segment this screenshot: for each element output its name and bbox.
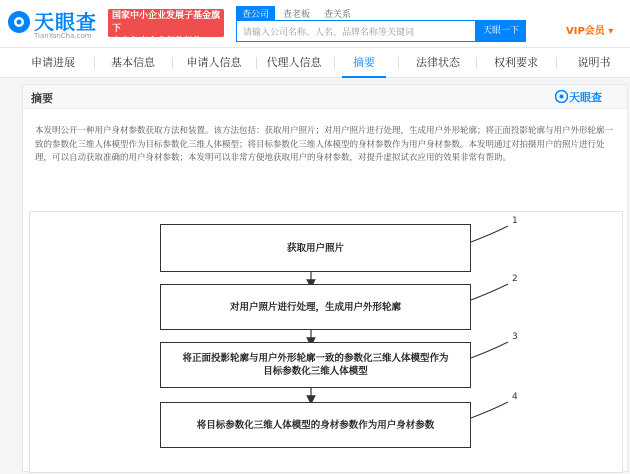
patent-tabs — [0, 48, 630, 78]
tab-divider — [334, 57, 335, 69]
patent-figure — [29, 211, 623, 473]
tianyancha-logo-icon[interactable] — [6, 9, 32, 35]
search-type-tabs — [236, 6, 357, 21]
tab-divider — [398, 57, 399, 69]
section-title: 摘要 — [31, 92, 53, 105]
tab-basic-info[interactable]: 基本信息 — [111, 56, 155, 69]
leader-line-4 — [471, 402, 508, 418]
search-tab-company[interactable]: 查公司 — [236, 6, 275, 21]
flow-step-3: 将正面投影轮廓与用户外形轮廓一致的参数化三维人体模型作为目标参数化三维人体模型 — [160, 342, 471, 388]
tab-claims[interactable]: 权利要求 — [494, 56, 538, 69]
step-number-1: 1 — [512, 216, 518, 226]
tab-divider — [556, 57, 557, 69]
tab-applicant-info[interactable]: 申请人信息 — [186, 56, 242, 69]
tianyancha-watermark-icon — [555, 90, 568, 103]
tab-divider — [256, 57, 257, 69]
top-bar — [0, 0, 630, 48]
leader-line-1 — [471, 226, 508, 242]
step-number-3: 3 — [512, 332, 518, 342]
search-button[interactable]: 天眼一下 — [476, 20, 526, 42]
flow-step-2: 对用户照片进行处理，生成用户外形轮廓 — [160, 284, 471, 330]
search-tab-boss[interactable]: 查老板 — [283, 10, 311, 20]
step-number-2: 2 — [512, 274, 518, 284]
vip-member-link[interactable]: VIP会员 ▾ — [566, 26, 614, 37]
abstract-text: 本发明公开一种用户身材参数获取方法和装置。该方法包括：获取用户照片；对用户照片进行处理，生成用户外形轮廓；将正面投影轮廓与用户外形轮廓一致的参数化三维人体模型作为目标参数化三维人体模型；将目标参数化三维人体模型的身材参数作为用户身材参数。本发明通过对拍摄用户的照片进行处理，可以自动获取准确的用户身材参数；本发明可以非常方便地获取用户的身材参数，对提升虚拟试衣应用的效果非常有帮助。 — [35, 126, 614, 163]
promo-badge — [108, 9, 224, 47]
search-tab-relation[interactable]: 查关系 — [324, 10, 352, 20]
watermark-brand: 天眼查 — [569, 91, 602, 104]
search-input[interactable]: 请输入公司名称、人名、品牌名称等关键词 — [236, 20, 476, 42]
tab-application-progress[interactable]: 申请进展 — [31, 56, 75, 69]
tab-abstract[interactable]: 摘要 — [342, 48, 386, 78]
abstract-section — [22, 84, 628, 472]
tab-legal-status[interactable]: 法律状态 — [416, 56, 460, 69]
section-header — [23, 85, 627, 109]
tab-divider — [172, 57, 173, 69]
flow-step-4: 将目标参数化三维人体模型的身材参数作为用户身材参数 — [160, 402, 471, 448]
tab-divider — [476, 57, 477, 69]
tab-agent-info[interactable]: 代理人信息 — [266, 56, 322, 69]
leader-line-3 — [471, 342, 508, 358]
step-number-4: 4 — [512, 392, 518, 402]
promo-line-2: 官方备案企业征信机构 — [112, 37, 203, 47]
leader-line-2 — [471, 284, 508, 300]
flow-step-1: 获取用户照片 — [160, 224, 471, 272]
tab-divider — [94, 57, 95, 69]
promo-line-1: 国家中小企业发展子基金旗下 — [112, 11, 221, 34]
brand-name[interactable]: 天眼查 — [34, 10, 97, 34]
tab-description[interactable]: 说明书 — [577, 56, 611, 69]
brand-domain: TianYanCha.com — [34, 32, 92, 40]
